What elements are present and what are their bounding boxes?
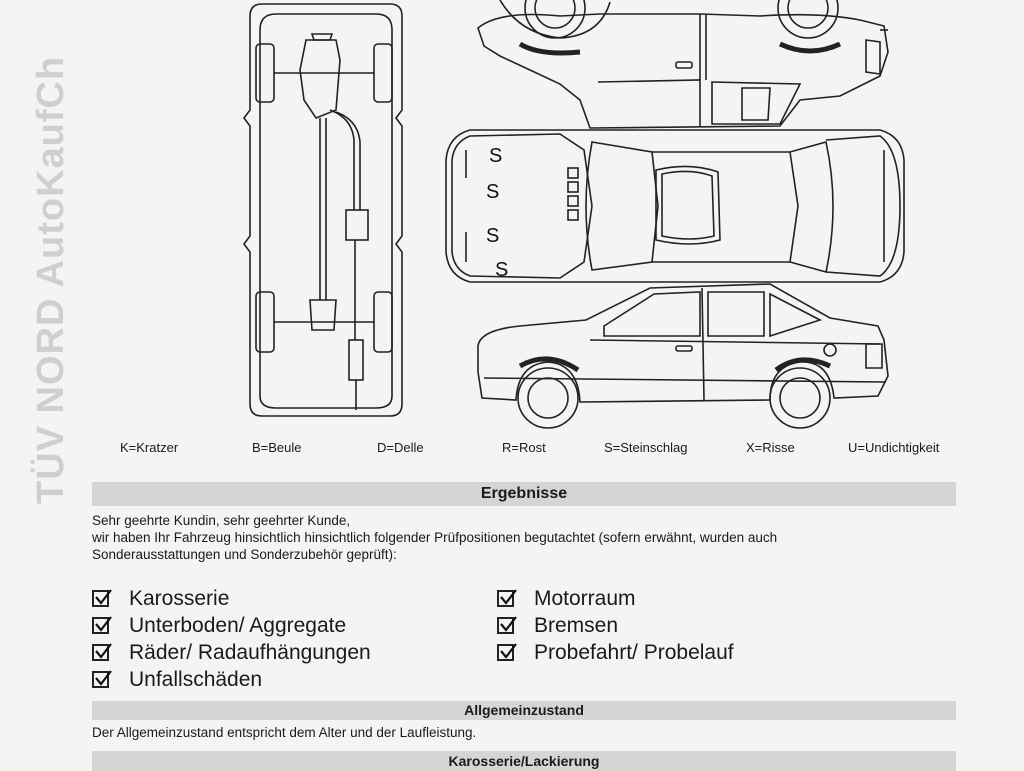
- check-label: Unfallschäden: [129, 667, 263, 691]
- check-label: Räder/ Radaufhängungen: [129, 640, 371, 664]
- check-unfallschaeden: [92, 666, 371, 693]
- checkbox-checked-icon: [92, 644, 109, 661]
- body-paint-heading: Karosserie/Lackierung: [92, 751, 956, 771]
- check-label: Karosserie: [129, 586, 230, 610]
- intro-line: Sehr geehrte Kundin, sehr geehrter Kunde,: [92, 513, 351, 528]
- damage-mark-s4: S: [495, 259, 509, 281]
- damage-mark-s3: S: [486, 225, 500, 247]
- checkbox-checked-icon: [497, 617, 514, 634]
- check-unterboden: [92, 612, 371, 639]
- general-condition-text: Der Allgemeinzustand entspricht dem Alter und der Laufleistung.: [92, 725, 477, 740]
- side-view-lower: [478, 284, 888, 428]
- check-probefahrt: [497, 639, 734, 666]
- legend-beule: B=Beule: [252, 440, 302, 455]
- checkbox-checked-icon: [497, 644, 514, 661]
- damage-mark-s1: S: [489, 145, 503, 167]
- legend-delle: D=Delle: [377, 440, 424, 455]
- checkbox-checked-icon: [92, 617, 109, 634]
- check-motorraum: [497, 585, 734, 612]
- checklist-left: [92, 585, 371, 693]
- side-view-upper: [478, 0, 888, 128]
- check-label: Bremsen: [534, 613, 619, 637]
- damage-mark-s2: S: [486, 181, 500, 203]
- watermark: TÜV NORD AutoKaufCh: [30, 55, 72, 504]
- check-karosserie: [92, 585, 371, 612]
- checkbox-checked-icon: [497, 590, 514, 607]
- legend-risse: X=Risse: [746, 440, 795, 455]
- check-bremsen: [497, 612, 734, 639]
- intro-line: Sonderausstattungen und Sonderzubehör geprüft):: [92, 547, 397, 562]
- checkbox-checked-icon: [92, 590, 109, 607]
- checklist-right: [497, 585, 734, 666]
- checkbox-checked-icon: [92, 671, 109, 688]
- results-heading: Ergebnisse: [92, 482, 956, 506]
- legend-undichtigkeit: U=Undichtigkeit: [848, 440, 940, 455]
- check-raeder: [92, 639, 371, 666]
- check-label: Probefahrt/ Probelauf: [534, 640, 734, 664]
- intro-line: wir haben Ihr Fahrzeug hinsichtlich hinsichtlich folgender Prüfpositionen begutachtet (sofern erwähnt, wurden auch: [92, 530, 778, 545]
- legend-rost: R=Rost: [502, 440, 546, 455]
- top-view: [446, 130, 904, 282]
- general-condition-heading: Allgemeinzustand: [92, 701, 956, 720]
- check-label: Unterboden/ Aggregate: [129, 613, 347, 637]
- legend-kratzer: K=Kratzer: [120, 440, 179, 455]
- check-label: Motorraum: [534, 586, 636, 610]
- results-intro: [92, 512, 962, 563]
- underbody-view: [244, 4, 402, 416]
- legend-steinschlag: S=Steinschlag: [604, 440, 688, 455]
- damage-legend: [0, 438, 1024, 462]
